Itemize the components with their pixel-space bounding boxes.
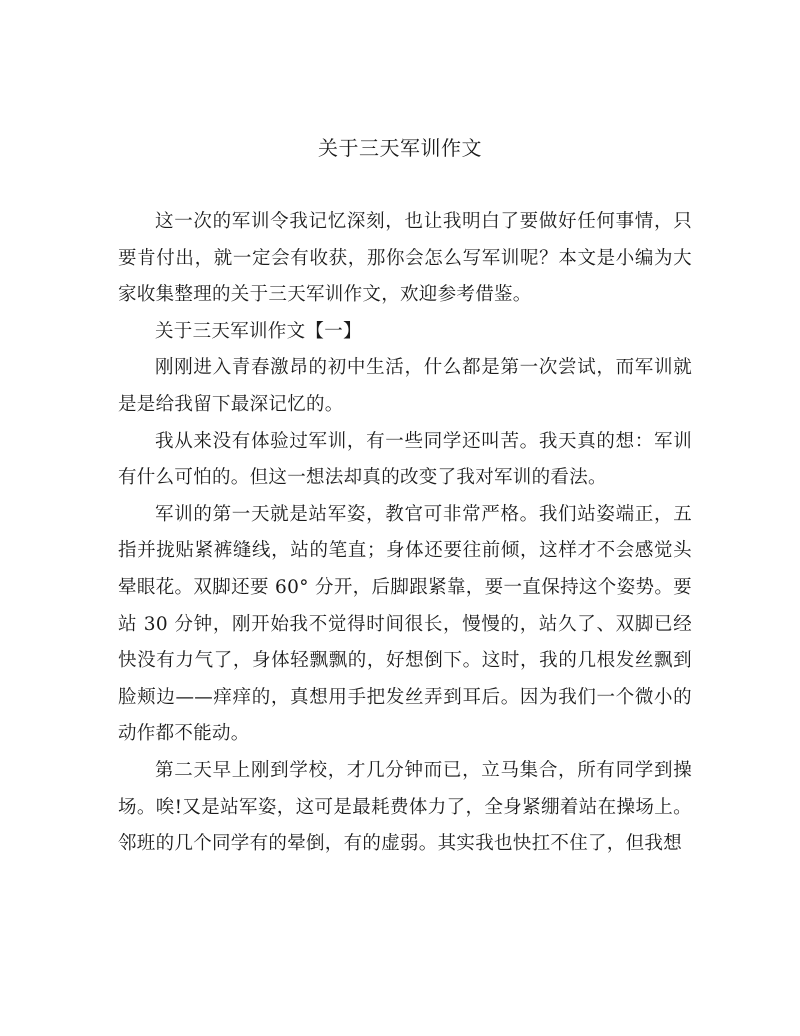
paragraph-intro: 这一次的军训令我记忆深刻，也让我明白了要做好任何事情，只要肯付出，就一定会有收获，那你会怎么写军训呢？本文是小编为大家收集整理的关于三天军训作文，欢迎参考借鉴。	[118, 211, 692, 306]
paragraph: 刚刚进入青春激昂的初中生活，什么都是第一次尝试，而军训就是是给我留下最深记忆的。	[118, 357, 692, 415]
document-title: 关于三天军训作文	[318, 136, 482, 160]
paragraph: 军训的第一天就是站军姿，教官可非常严格。我们站姿端正，五指并拢贴紧裤缝线，站的笔直；身体还要往前倾，这样才不会感觉头晕眼花。双脚还要 60° 分开，后脚跟紧靠，要一直保持这个姿势。要站 30 分钟，刚开始我不觉得时间很长，慢慢的，站久了、双脚已经快没有力气了，身体轻飘飘的，好想倒下。这时，我的几根发丝飘到脸颊边——痒痒的，真想用手把发丝弄到耳后。因为我们一个微小的动作都不能动。	[118, 503, 692, 745]
paragraph: 第二天早上刚到学校，才几分钟而已，立马集合，所有同学到操场。唉!又是站军姿，这可是最耗费体力了，全身紧绷着站在操场上。邻班的几个同学有的晕倒，有的虚弱。其实我也快扛不住了，但我想	[118, 759, 692, 855]
section-heading: 关于三天军训作文【一】	[155, 320, 362, 342]
paragraph: 我从来没有体验过军训，有一些同学还叫苦。我天真的想：军训有什么可怕的。但这一想法却真的改变了我对军训的看法。	[118, 430, 692, 489]
document-body	[118, 204, 692, 863]
